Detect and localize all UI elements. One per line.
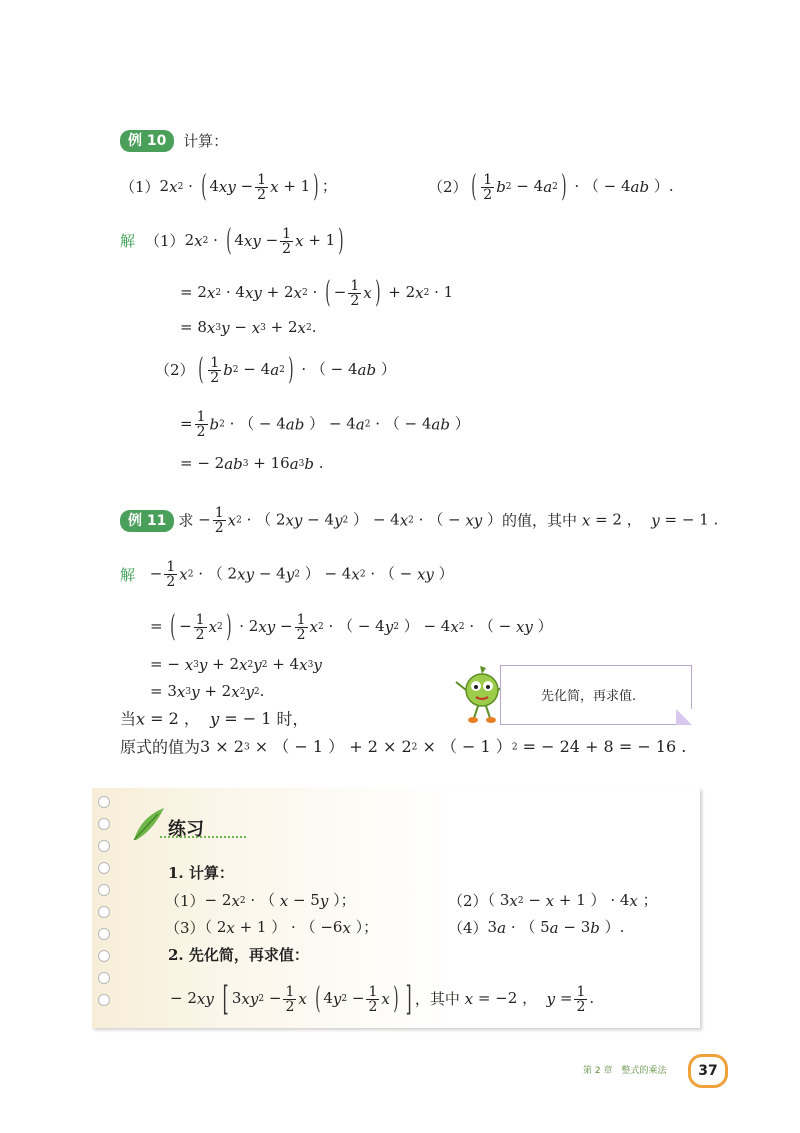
example-10-solution-1: 解 （1）2x2 · ( 4xy − $\frac{1}{2}$ x + 1 ) bbox=[120, 223, 344, 258]
ring bbox=[98, 972, 110, 984]
example-11-solution: 解 − $\frac{1}{2}$ x2 · （ 2xy − 4y2 ） − 4x2 · （ − xy ） bbox=[120, 559, 454, 590]
exercise-q1: 1. 计算： bbox=[168, 864, 234, 882]
example-11-final: 原式的值为3 × 23 × （ − 1 ） + 2 × 22 × （ − 1 ）2 = − 24 + 8 = − 16 . bbox=[120, 737, 687, 757]
exercise-q2-expression: − 2xy [ 3xy2 − $\frac{1}{2}$ x ( 4y2 − $\frac{1}{2}$ x ) ] ，其中 x = −2 ， y = $\frac{1}{2}$ . bbox=[170, 979, 595, 1019]
example-11-step-2: = − x3y + 2x2y2 + 4x3y bbox=[150, 655, 322, 674]
ring bbox=[98, 818, 110, 830]
ring bbox=[98, 906, 110, 918]
hint-note bbox=[500, 665, 692, 725]
example-11-problem: 例 11 求 − $\frac{1}{2}$ x2 · （ 2xy − 4y2 ） − 4x2 · （ − xy ）的值，其中 x = 2 ， y = − 1 . bbox=[120, 506, 718, 535]
exercise-q2: 2. 先化简，再求值： bbox=[168, 946, 309, 964]
example-11-step-1: = ( − $\frac{1}{2}$ x2 ) · 2xy − $\frac{1}{2}$ x2 · （ − 4y2 ） − 4x2 · （ − xy ） bbox=[150, 609, 553, 644]
example-10-label: 例 10 bbox=[120, 130, 174, 152]
example-10-problem-1: （1）2x2 · ( 4xy − $\frac{1}{2}$ x + 1 ) ； bbox=[120, 169, 337, 204]
feather-icon bbox=[128, 804, 168, 844]
chapter-footer: 第 2 章 整式的乘法 bbox=[583, 1066, 667, 1076]
example-10-prompt: 计算： bbox=[183, 132, 229, 150]
exercise-title-underline bbox=[160, 836, 246, 838]
exercise-q1-item-2: （2）（ 3x2 − x + 1 ） · 4x ； bbox=[448, 891, 658, 910]
ring bbox=[98, 994, 110, 1006]
example-10-step-3: = $\frac{1}{2}$ b2 · （ − 4ab ） − 4a2 · （ − 4ab ） bbox=[180, 409, 470, 440]
example-10-step-1: = 2x2 · 4xy + 2x2 · ( − $\frac{1}{2}$ x ) + 2x2 · 1 bbox=[180, 275, 454, 310]
ring bbox=[98, 862, 110, 874]
example-10-problem-2: （2） ( $\frac{1}{2}$ b2 − 4a2 ) · （ − 4ab ）. bbox=[428, 169, 674, 204]
example-11-label: 例 11 bbox=[120, 510, 174, 532]
example-10-step-2: = 8x3y − x3 + 2x2. bbox=[180, 318, 317, 337]
ring bbox=[98, 884, 110, 896]
hint-text: 先化简，再求值. bbox=[541, 689, 637, 704]
example-10-solution-2: （2） ( $\frac{1}{2}$ b2 − 4a2 ) · （ − 4ab ） bbox=[155, 352, 396, 387]
ring bbox=[98, 928, 110, 940]
ring bbox=[98, 950, 110, 962]
exercise-q1-item-4: （4）3a · （ 5a − 3b ）. bbox=[448, 918, 625, 937]
page-number: 37 bbox=[688, 1054, 728, 1088]
ring bbox=[98, 796, 110, 808]
solution-mark: 解 bbox=[120, 232, 136, 250]
exercise-q1-item-1: （1）− 2x2 · （ x − 5y ）； bbox=[165, 891, 356, 910]
solution-mark: 解 bbox=[120, 565, 136, 584]
exercise-title: 练习 bbox=[168, 819, 204, 840]
ring bbox=[98, 840, 110, 852]
example-11-substitute: 当x = 2 ， y = − 1 时， bbox=[120, 709, 309, 729]
exercise-q1-item-3: （3）（ 2x + 1 ） · （ −6x ）； bbox=[165, 918, 379, 937]
note-fold bbox=[676, 709, 692, 725]
example-10-heading bbox=[120, 130, 228, 152]
example-10-result: = − 2ab3 + 16a3b . bbox=[180, 454, 324, 473]
example-11-step-3: = 3x3y + 2x2y2. bbox=[150, 682, 265, 701]
